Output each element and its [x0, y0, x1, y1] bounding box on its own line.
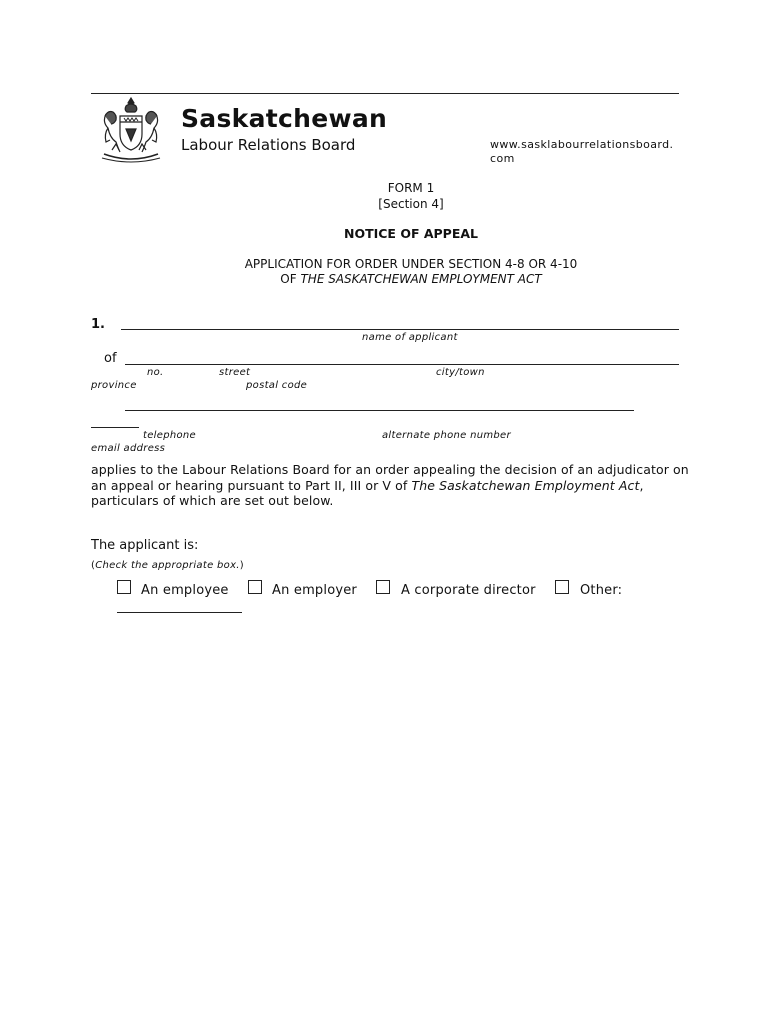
other-specify-line[interactable] [117, 612, 242, 613]
check-note-open: ( [91, 560, 96, 571]
telephone-caption: telephone [143, 430, 196, 441]
other-checkbox[interactable] [555, 580, 569, 594]
applicant-name-line[interactable] [121, 329, 679, 330]
section-reference: [Section 4] [378, 197, 444, 211]
application-paragraph [91, 462, 691, 509]
no-caption: no. [147, 367, 164, 378]
paragraph-text-2: , particulars of which are set out below. [91, 477, 644, 508]
phone-line[interactable] [125, 410, 634, 411]
paragraph-text-1: applies to the Labour Relations Board for an order appealing the decision of an adjudicator on an appeal or hearing pursuant to Part II, III or V of [91, 462, 689, 493]
coat-of-arms-icon [98, 96, 164, 164]
province-caption: province [91, 380, 137, 391]
corporate-director-checkbox[interactable] [376, 580, 390, 594]
name-caption: name of applicant [362, 332, 458, 343]
email-caption: email address [91, 443, 166, 454]
street-caption: street [219, 367, 251, 378]
other-label: Other: [580, 583, 623, 598]
check-note [91, 560, 244, 571]
check-note-close: ) [239, 560, 244, 571]
applicant-heading: The applicant is: [91, 538, 199, 553]
top-rule [91, 93, 679, 94]
address-line[interactable] [125, 364, 679, 365]
check-note-text: Check the appropriate box. [95, 560, 240, 571]
employer-checkbox[interactable] [248, 580, 262, 594]
city-caption: city/town [436, 367, 485, 378]
corporate-director-label: A corporate director [401, 583, 536, 598]
form-title: NOTICE OF APPEAL [343, 226, 479, 241]
board-name: Labour Relations Board [181, 136, 356, 154]
application-line-2-prefix: OF [280, 272, 301, 286]
email-line[interactable] [91, 427, 139, 428]
of-label: of [104, 351, 117, 366]
employer-label: An employer [272, 583, 357, 598]
postal-code-caption: postal code [246, 380, 308, 391]
item-number: 1. [91, 317, 105, 332]
alternate-phone-caption: alternate phone number [382, 430, 511, 441]
website-link[interactable]: www.sasklabourrelationsboard.com [490, 138, 674, 165]
application-line-1: APPLICATION FOR ORDER UNDER SECTION 4-8 OR 4-10 [244, 257, 578, 271]
application-line-2 [91, 272, 731, 286]
employee-label: An employee [141, 583, 229, 598]
form-number: FORM 1 [387, 181, 435, 195]
paragraph-act-name: The Saskatchewan Employment Act [411, 477, 640, 493]
org-name: Saskatchewan [181, 104, 388, 133]
act-name: THE SASKATCHEWAN EMPLOYMENT ACT [300, 272, 542, 286]
employee-checkbox[interactable] [117, 580, 131, 594]
